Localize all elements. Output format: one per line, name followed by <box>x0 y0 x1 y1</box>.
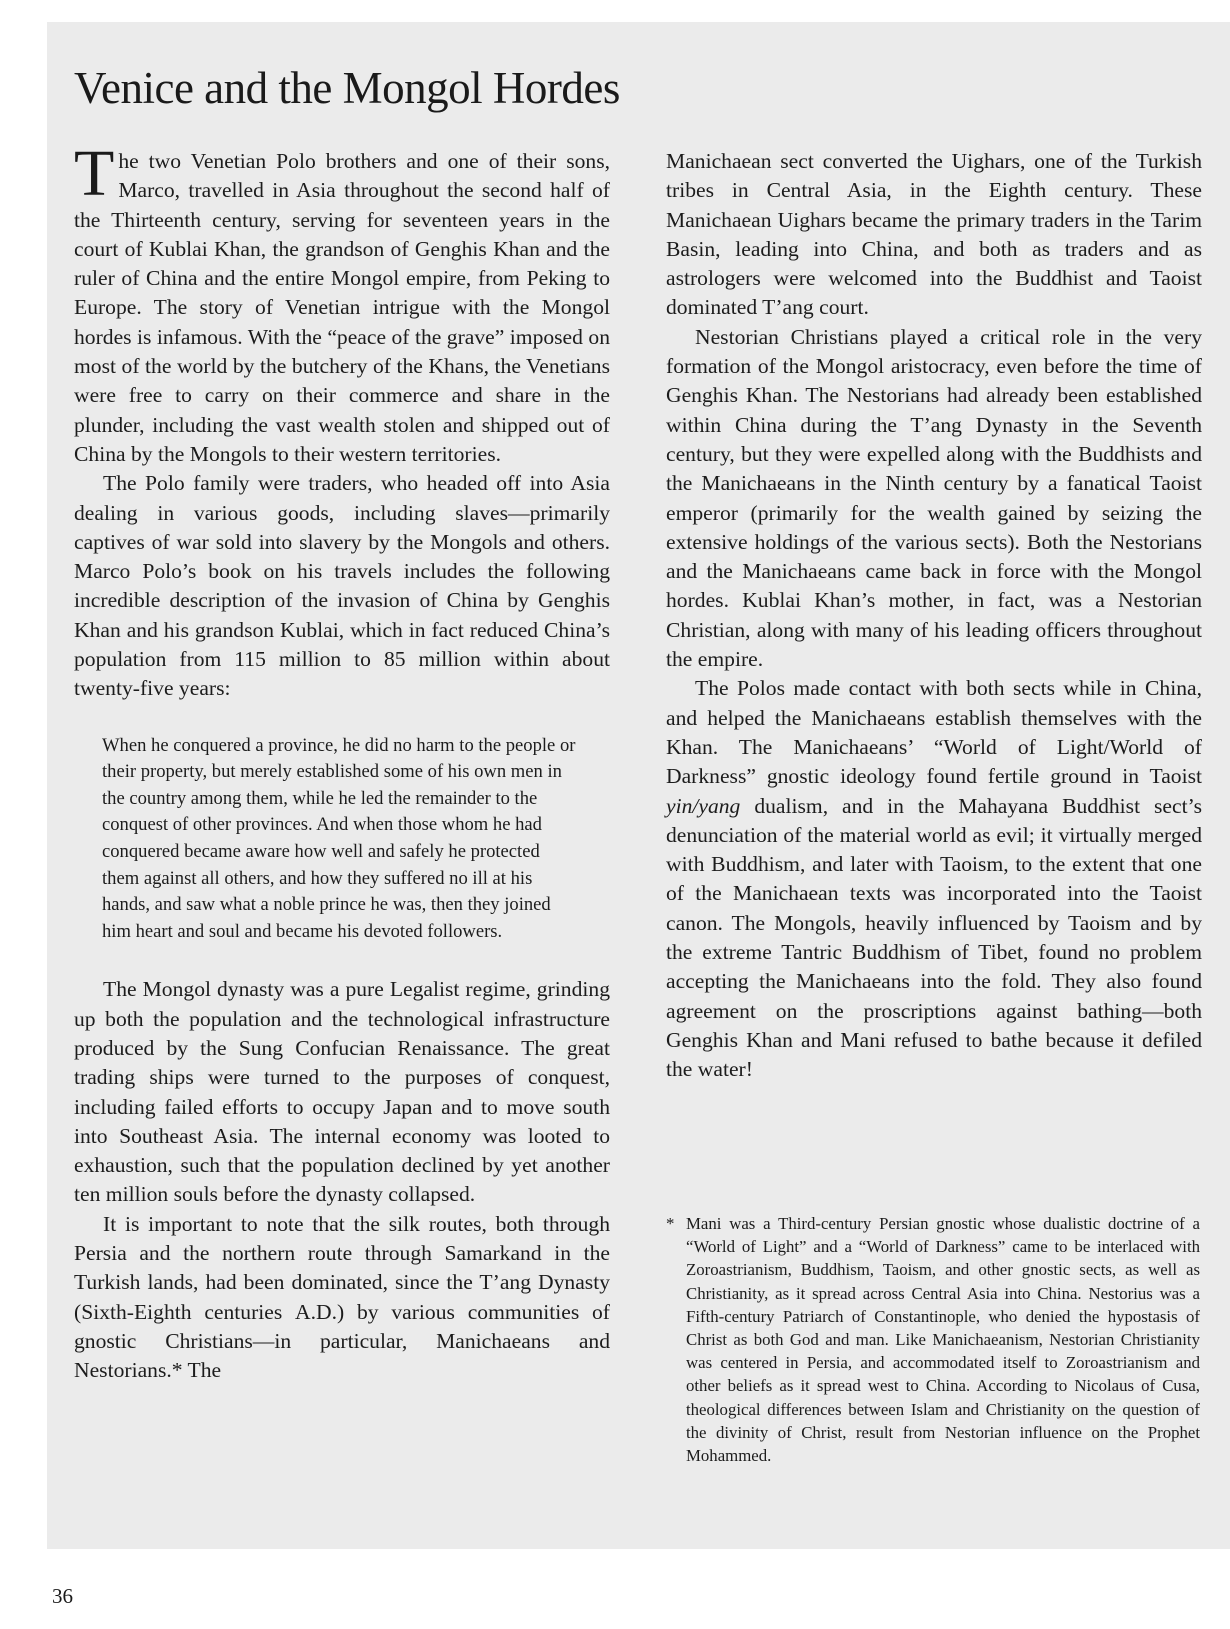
block-quote: When he conquered a province, he did no harm to the people or their property, but merely established some of his own men in the country among them, while he led the remainder to the conquest of other provinces. And when those whom he had conquered became aware how well and safely he protected them against all others, and how they suffered no ill at his hands, and saw what a noble prince he was, then they joined him heart and soul and became his devoted followers. <box>102 734 576 942</box>
paragraph-intro <box>74 137 610 469</box>
paragraph-mongol-dynasty: The Mongol dynasty was a pure Legalist regime, grinding up both the population and the technological infrastructure produced by the Sung Confucian Renaissance. The great trading ships were turned to the purposes of conquest, including failed efforts to occupy Japan and to move south into Southeast Asia. The internal economy was looted to exhaustion, such that the population declined by yet another ten million souls before the dynasty collapsed. <box>74 977 610 1207</box>
yin-yang-term: yin/yang <box>666 793 741 818</box>
polos-text-start: The Polos made contact with both sects while in China, and helped the Manichaeans establish themselves with the Khan. The Manichaeans’ “World of Light/World of Darkness” gnostic ideology found fertile ground in Taoist <box>666 676 1202 789</box>
footnote-marker: * <box>666 1214 675 1233</box>
paragraph-intro-text: he two Venetian Polo brothers and one of their sons, Marco, travelled in Asia throughout the second half of the Thirteenth century, serving for seventeen years in the court of Kublai Khan, the grandson of Genghis Khan and the ruler of China and the entire Mongol empire, from Peking to Europe. The story of Venetian intrigue with the Mongol hordes is infamous. With the “peace of the grave” imposed on most of the world by the butchery of the Khans, the Venetians were free to carry on their commerce and share in the plunder, including the vast wealth stolen and shipped out of China by the Mongols to their western territories. <box>74 149 610 466</box>
footnote-text: Mani was a Third-century Persian gnostic whose dualistic doctrine of a “World of Light” and a “World of Darkness” came to be interlaced with Zoroastrianism, Buddhism, Taoism, and other gnostic sects, as well as Christianity, as it spread across Central Asia into China. Nestorius was a Fifth-century Patriarch of Constantinople, who denied the hypostasis of Christ as both God and man. Like Manichaeanism, Nestorian Christianity was centered in Persia, and accommodated itself to Zoroastrianism and other beliefs as it spread west to China. According to Nicolaus of Cusa, theological differences between Islam and Christianity on the question of the divinity of Christ, result from Nestorian influence on the Prophet Mohammed. <box>686 1214 1200 1466</box>
paragraph-nestorian-christians: Nestorian Christians played a critical role in the very formation of the Mongol aristocracy, even before the time of Genghis Khan. The Nestorians had already been established within China during the T’ang Dynasty in the Seventh century, but they were expelled along with the Buddhists and the Manichaeans in the Ninth century by a fanatical Taoist emperor (primarily for the wealth gained by seizing the extensive holdings of the various sects). Both the Nestorians and the Manichaeans came back in force with the Mongol hordes. Kublai Khan’s mother, in fact, was a Nestorian Christian, along with many of his leading officers throughout the empire. <box>666 324 1202 672</box>
right-column <box>666 147 1202 1085</box>
silk-routes-text-start: It is important to note that the silk routes, both through Persia and the northern route through Samarkand in the Turkish lands, had been dominated, since the T’ang Dynasty (Sixth-Eighth centuries <box>74 1211 610 1324</box>
paragraph-silk-routes <box>74 1210 610 1386</box>
paragraph-manichaean-sect: Manichaean sect converted the Uighars, one of the Turkish tribes in Central Asia, in the Eighth century. These Manichaean Uighars became the primary traders in the Tarim Basin, leading into China, and both as traders and as astrologers were welcomed into the Buddhist and Taoist dominated T’ang court. <box>666 149 1202 320</box>
page-number: 36 <box>52 1584 73 1608</box>
footnote <box>666 1212 1200 1467</box>
drop-cap: T <box>74 137 115 210</box>
era-abbreviation: A.D. <box>295 1299 338 1324</box>
silk-routes-text-end: ) by various communities of gnostic Christians—in particular, Manichaeans and Nestorians.* The <box>74 1299 610 1383</box>
left-column <box>74 137 610 1386</box>
article-title: Venice and the Mongol Hordes <box>74 63 620 113</box>
paragraph-polos-contact <box>666 674 1202 1084</box>
polos-text-end: dualism, and in the Mahayana Buddhist sect’s denunciation of the material world as evil; it virtually merged with Buddhism, and later with Taoism, to the extent that one of the Manichaean texts was incorporated into the Taoist canon. The Mongols, heavily influenced by Taoism and by the extreme Tantric Buddhism of Tibet, found no problem accepting the Manichaeans into the fold. They also found agreement on the proscriptions against bathing—both Genghis Khan and Mani refused to bathe because it defiled the water! <box>666 793 1202 1082</box>
paragraph-polo-family: The Polo family were traders, who headed off into Asia dealing in various goods, including slaves—primarily captives of war sold into slavery by the Mongols and others. Marco Polo’s book on his travels includes the following incredible description of the invasion of China by Genghis Khan and his grandson Kublai, which in fact reduced China’s population from 115 million to 85 million within about twenty-five years: <box>74 471 610 701</box>
